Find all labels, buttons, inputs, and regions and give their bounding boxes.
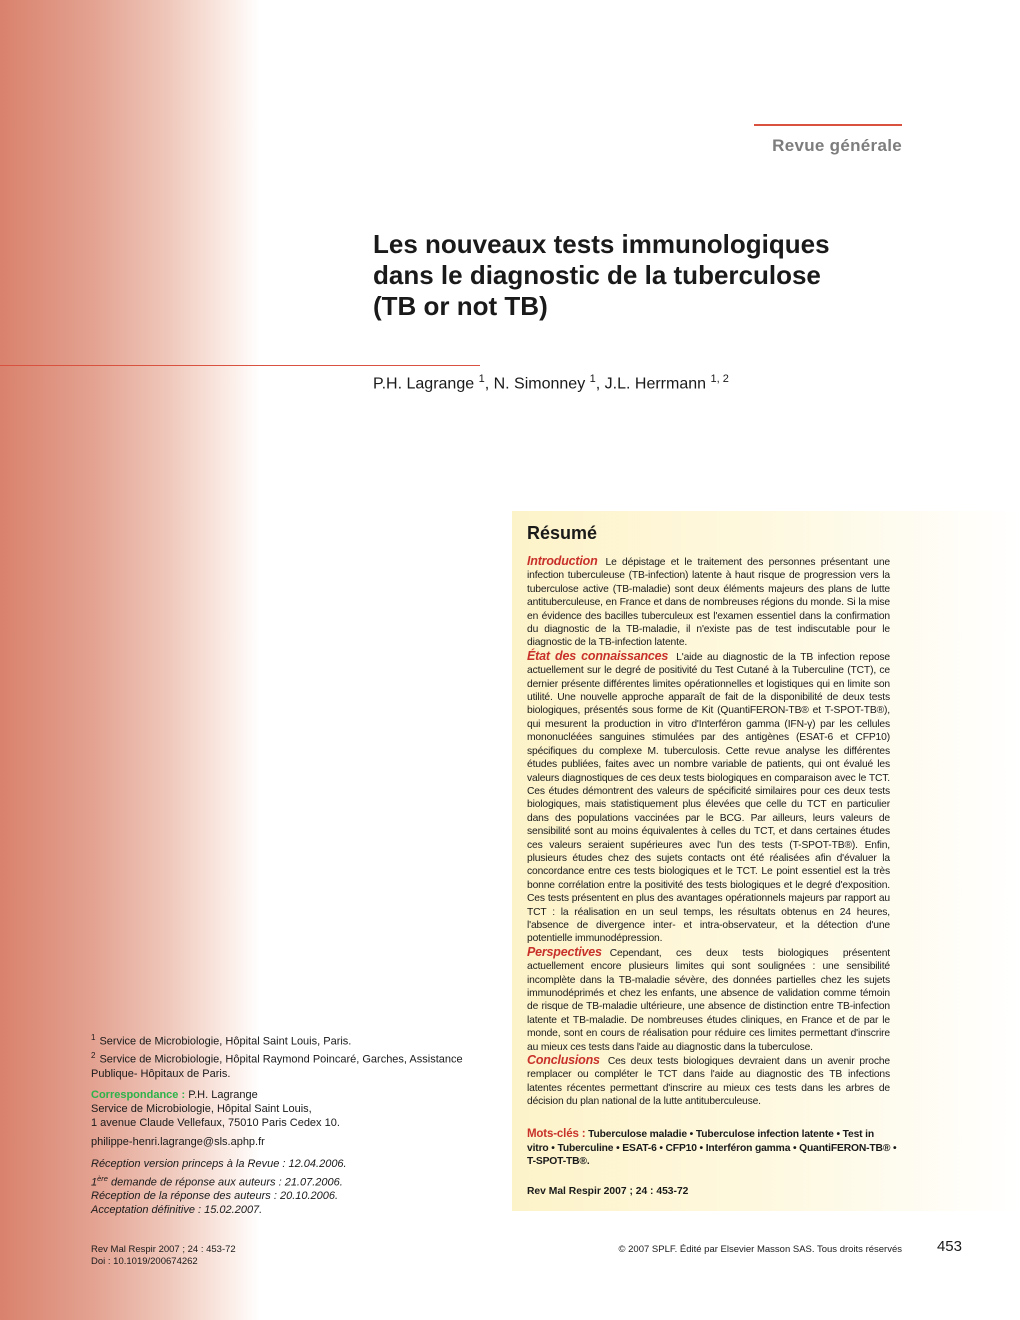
affiliations xyxy=(91,1031,491,1081)
abstract-section-text: Le dépistage et le traitement des personnes présentant une infection tuberculeuse (TB-infection) latente à haut risque de progression vers la tuberculose active (TB-maladie) sont deux éléments majeurs des plans de lutte antituberculeuse, en France et dans de nombreuses régions du monde. Si la mise en évidence des bacilles tuberculeux est l'examen essentiel dans la confirmation du diagnostic de la TB-maladie, il n'existe pas de test indiscutable pour le diagnostic de la TB-infection latente. xyxy=(527,557,890,649)
keywords-label: Mots-clés : xyxy=(527,1128,586,1140)
submission-dates xyxy=(91,1158,491,1218)
correspondence-label: Correspondance : xyxy=(91,1089,186,1101)
abstract-citation: Rev Mal Respir 2007 ; 24 : 453-72 xyxy=(527,1186,689,1197)
footer-citation xyxy=(91,1244,236,1269)
abstract-section-text: Cependant, ces deux tests biologiques présentent actuellement encore plusieurs limites qui sont soulignées : une sensibilité incomplète dans la TB-maladie sévère, des données partielles chez les sujets immunodéprimés et chez les enfants, une absence de validation comme témoin de risque de TB-maladie ultérieure, une absence de distinction entre TB-infection latente et TB-maladie. De nombreuses études cliniques, en France et de par le monde, sont en cours de réalisation pour réduire ces limites permettant d'inscrire au mieux ces tests dans l'aide au diagnostic dans la tuberculose. xyxy=(527,947,890,1053)
section-label-rule xyxy=(754,124,902,126)
abstract-section-heading: Conclusions xyxy=(527,1053,600,1068)
authors-rule xyxy=(0,365,480,366)
abstract-heading: Résumé xyxy=(527,523,598,543)
date-line: Acceptation définitive : 15.02.2007. xyxy=(91,1204,263,1217)
date-line: Réception version princeps à la Revue : 12.04.2006. xyxy=(91,1158,347,1170)
keywords-list: Tuberculose maladie • Tuberculose infection latente • Test in vitro • Tuberculine • ESAT-6 • CFP10 • Interféron gamma • QuantiFERON-TB® • T-SPOT-TB®. xyxy=(527,1129,897,1167)
date-line: 1ère demande de réponse aux auteurs : 21.07.2006. xyxy=(91,1173,343,1189)
affiliation-text: Service de Microbiologie, Hôpital Saint Louis, Paris. xyxy=(99,1035,352,1048)
author-name: J.L. Herrmann xyxy=(604,375,707,393)
abstract-section-text: Ces deux tests biologiques devraient dans un avenir proche remplacer ou compléter le TCT dans l'aide au diagnostic des TB infections latentes récentes permettant d'inscrire au mieux ces tests dans les arbres de décision du plan national de la lutte antituberculeuse. xyxy=(527,1056,890,1108)
affiliation-item xyxy=(91,1049,491,1081)
abstract-section xyxy=(527,946,890,1054)
affiliation-number: 1 xyxy=(91,1033,96,1042)
date-line: Réception de la réponse des auteurs : 20.10.2006. xyxy=(91,1190,339,1203)
footer-copyright: © 2007 SPLF. Édité par Elsevier Masson SAS. Tous droits réservés xyxy=(618,1244,902,1255)
page-number: 453 xyxy=(936,1238,962,1255)
footer-journal-ref: Rev Mal Respir 2007 ; 24 : 453-72 xyxy=(91,1244,236,1255)
correspondence-address-line: 1 avenue Claude Vellefaux, 75010 Paris Cedex 10. xyxy=(91,1116,340,1129)
author-affiliation-mark: 1 xyxy=(478,373,485,385)
abstract-body xyxy=(527,555,890,1109)
author-affiliation-mark: 1, 2 xyxy=(710,373,729,385)
correspondence-email: philippe-henri.lagrange@sls.aphp.fr xyxy=(91,1136,265,1148)
correspondence xyxy=(91,1089,491,1130)
abstract-section xyxy=(527,1054,890,1109)
abstract-section-text: L'aide au diagnostic de la TB infection repose actuellement sur le degré de positivité du Test Cutané à la Tuberculine (TCT), ce dernier présente différentes limites opérationnelles et logistiques qui en limite son utilité. Une nouvelle approche apparaît de fait de la disponibilité de deux tests biologiques, présentés sous forme de Kit (QuantiFERON-TB® et T-SPOT-TB®), qui mesurent la production in vitro d'Interféron gamma (IFN-γ) par les cellules mononucléées sanguines stimulées par des antigènes (ESAT-6 et CFP10) spécifiques du complexe M. tuberculosis. Cette revue analyse les différentes études publiées, faites avec un nombre variable de patients, qui ont évalué les valeurs diagnostiques de ces deux tests biologiques en comparaison avec le TCT. Ces études démontrent des valeurs de spécificité similaires pour ces deux tests biologiques, mais statistiquement plus élevées que celle du TCT en particulier dans des populations vaccinées par le BCG. Par ailleurs, leurs valeurs de sensibilité sont au moins équivalentes à celles du TCT, et dans certaines études ces valeurs seraient supérieures avec l'un des tests (T-SPOT-TB®). Enfin, plusieurs études chez des sujets contacts ont été réalisées afin d'évaluer la concordance entre ces tests biologiques et le TCT. Le point essentiel est la très bonne corrélation entre la positivité des tests biologiques et le degré d'exposition. Ces tests présentent en plus des avantages opérationnels majeurs par rapport au TCT : la réalisation en un seul temps, les résultats obtenus en 24 heures, l'absence de divergence inter- et intra-observateur, et la détection d'une potentielle immunodépression. xyxy=(527,651,890,945)
title-line: Les nouveaux tests immunologiques xyxy=(373,229,830,259)
correspondence-address-line: Service de Microbiologie, Hôpital Saint Louis, xyxy=(91,1102,312,1115)
abstract-section xyxy=(527,650,890,946)
keywords xyxy=(527,1128,897,1169)
author-affiliation-mark: 1 xyxy=(589,373,596,385)
footer-doi: Doi : 10.1019/200674262 xyxy=(91,1256,198,1268)
author-name: N. Simonney xyxy=(493,375,586,393)
title-line: dans le diagnostic de la tuberculose xyxy=(373,260,821,290)
abstract-section-heading: Perspectives xyxy=(527,944,602,959)
title-line: (TB or not TB) xyxy=(373,291,548,321)
correspondence-name: P.H. Lagrange xyxy=(188,1089,258,1101)
affiliation-item xyxy=(91,1031,491,1049)
authors-line: P.H. Lagrange $^1$, N. Simonney $^1$, J.L. Herrmann $^{1, 2}$ xyxy=(373,373,729,393)
affiliation-text: Service de Microbiologie, Hôpital Raymond Poincaré, Garches, Assistance Publique- Hôpitaux de Paris. xyxy=(91,1053,463,1080)
affiliation-number: 2 xyxy=(91,1051,96,1061)
abstract-section-heading: État des connaissances xyxy=(527,648,669,663)
article-title xyxy=(373,229,913,322)
section-label: Revue générale xyxy=(772,136,902,155)
abstract-section xyxy=(527,555,890,650)
abstract-section-heading: Introduction xyxy=(527,554,598,568)
author-name: P.H. Lagrange xyxy=(373,375,475,393)
